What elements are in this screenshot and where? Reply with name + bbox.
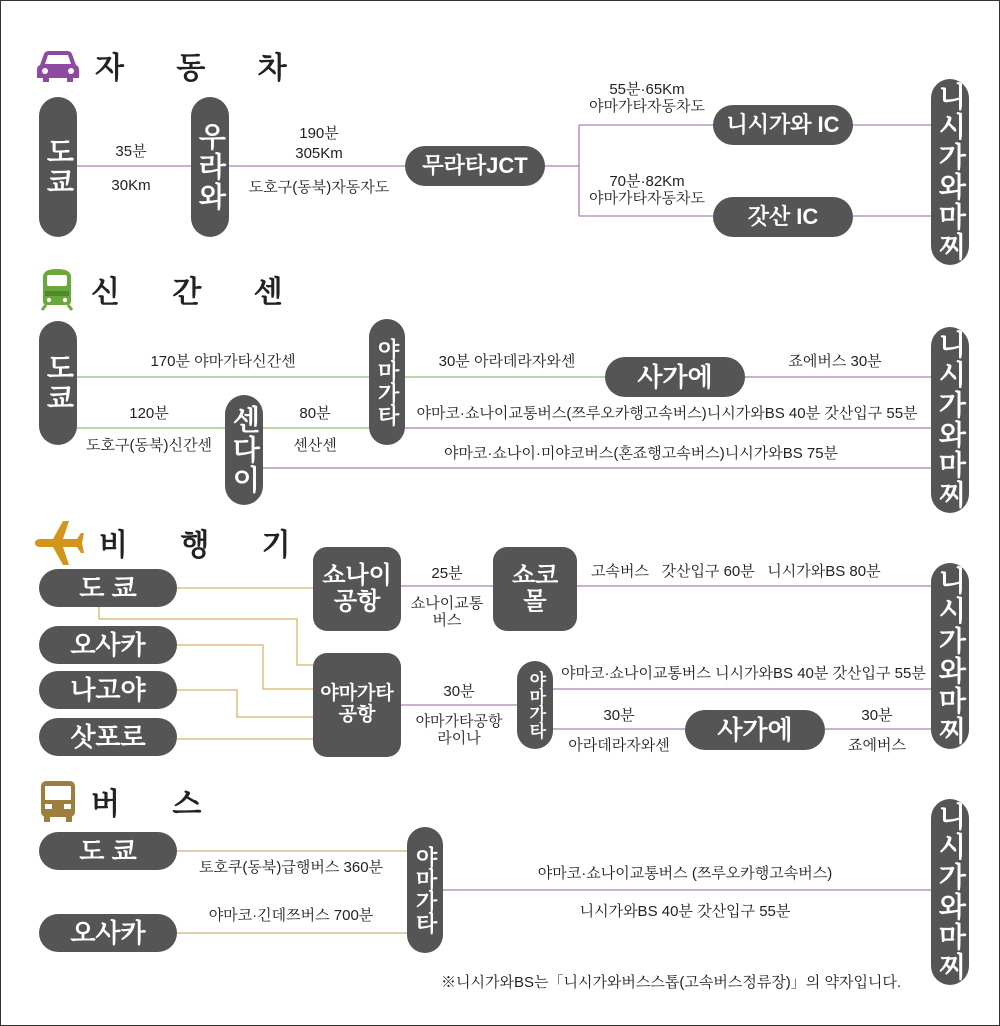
node-shinkansen-tokyo: 도쿄 [39, 321, 77, 445]
label-shinkansen-tohoku-line: 도호구(동북)신간센 [86, 437, 212, 454]
node-shinkansen-sendai: 센다이 [225, 395, 263, 505]
node-car-murata-jct: 무라타JCT [405, 146, 545, 186]
label-car-road-2: 도호구(동북)자동자도 [248, 179, 390, 196]
node-shinkansen-yamagata: 야마가타 [369, 319, 405, 445]
node-plane-sapporo: 삿포로 [39, 718, 177, 756]
label-shinkansen-honjo-bus: 야마코·쇼나이·미야코버스(혼죠행고속버스)니시가와BS 75분 [443, 445, 839, 462]
bus-icon [39, 779, 77, 823]
label-plane-shonai-time: 25분 [431, 565, 463, 582]
node-plane-osaka: 오사카 [39, 626, 177, 664]
node-plane-yamagata-airport: 야마가타 공항 [313, 653, 401, 757]
label-car-top-branch: 55분·65Km 야마가타자동차도 [589, 81, 705, 116]
node-bus-nishikawamachi: 니시가와마찌 [931, 799, 969, 985]
label-plane-aterazawa-line: 아라데라자와센 [568, 737, 670, 754]
section-title-plane: 비 행 기 [99, 529, 313, 562]
label-plane-highway-bus: 고속버스 갓산입구 60분 니시가와BS 80분 [591, 563, 881, 580]
section-car [35, 43, 309, 87]
label-plane-shonai-bus: 쇼나이교통 버스 [410, 595, 484, 630]
label-car-distance-2: 305Km [295, 145, 343, 162]
label-plane-liner-time: 30분 [443, 683, 475, 700]
label-car-bottom-branch: 70분·82Km 야마가타자동차도 [589, 173, 705, 208]
label-shinkansen-aterazawa-line: 30분 아라데라자와센 [438, 353, 576, 370]
label-shinkansen-senzan-line: 센산센 [293, 437, 337, 454]
node-plane-shoko-mall: 쇼코 몰 [493, 547, 577, 631]
node-bus-osaka: 오사카 [39, 914, 177, 952]
section-bus [39, 779, 223, 823]
label-car-time-2: 190분 [299, 125, 339, 142]
label-plane-yamako-bus: 야마코·쇼나이교통버스 니시가와BS 40분 갓산입구 55분 [561, 665, 926, 682]
node-plane-sagae: 사가에 [685, 710, 825, 750]
section-plane [33, 519, 313, 565]
label-bus-tohoku-express: 토호쿠(동북)급행버스 360분 [198, 859, 384, 876]
node-car-tokyo: 도쿄 [39, 97, 77, 237]
node-shinkansen-nishikawamachi: 니시가와마찌 [931, 327, 969, 513]
label-car-distance-1: 30Km [111, 177, 151, 194]
node-plane-shonai-airport: 쇼나이 공항 [313, 547, 401, 631]
label-plane-joei-bus: 죠에버스 [848, 737, 906, 754]
label-bus-kintetsu: 야마코·긴데쯔버스 700분 [208, 907, 374, 924]
node-plane-tokyo: 도 쿄 [39, 569, 177, 607]
section-shinkansen [37, 267, 305, 311]
section-title-bus: 버 스 [91, 788, 224, 821]
label-plane-liner: 야마가타공항 라이나 [415, 713, 503, 748]
node-bus-tokyo: 도 쿄 [39, 832, 177, 870]
node-car-urawa: 우라와 [191, 97, 229, 237]
label-shinkansen-joei-bus: 죠에버스 30분 [788, 353, 882, 370]
node-bus-yamagata: 야마가타 [407, 827, 443, 953]
train-icon [37, 267, 77, 311]
label-shinkansen-tsuruoka-bus: 야마코·쇼나이교통버스(쯔루오카행고속버스)니시가와BS 40분 갓산입구 55분 [416, 405, 918, 422]
label-shinkansen-yamagata-line: 170분 야마가타신간센 [150, 353, 296, 370]
label-car-time-1: 35분 [115, 143, 147, 160]
node-car-nishikawa-ic: 니시가와 IC [713, 105, 853, 145]
label-bus-times: 니시가와BS 40분 갓산입구 55분 [579, 903, 791, 920]
footnote: ※니시가와BS는「니시가와버스스톱(고속버스정류장)」의 약자입니다. [441, 974, 902, 991]
label-shinkansen-time-tohoku: 120분 [129, 405, 169, 422]
node-plane-nagoya: 나고야 [39, 671, 177, 709]
section-title-car: 자 동 차 [95, 52, 309, 85]
label-shinkansen-time-senzan: 80분 [299, 405, 331, 422]
label-plane-joei-time: 30분 [861, 707, 893, 724]
label-bus-tsuruoka-bus: 야마코·쇼나이교통버스 (쯔루오카행고속버스) [537, 865, 833, 882]
node-plane-nishikawamachi: 니시가와마찌 [931, 563, 969, 749]
node-car-gassan-ic: 갓산 IC [713, 197, 853, 237]
airplane-icon [33, 519, 85, 565]
car-icon [35, 45, 81, 85]
label-plane-aterazawa-time: 30분 [603, 707, 635, 724]
section-title-shinkansen: 신 간 센 [91, 276, 305, 309]
node-car-nishikawamachi: 니시가와마찌 [931, 79, 969, 265]
node-shinkansen-sagae: 사가에 [605, 357, 745, 397]
node-plane-yamagata: 야마가타 [517, 661, 553, 749]
